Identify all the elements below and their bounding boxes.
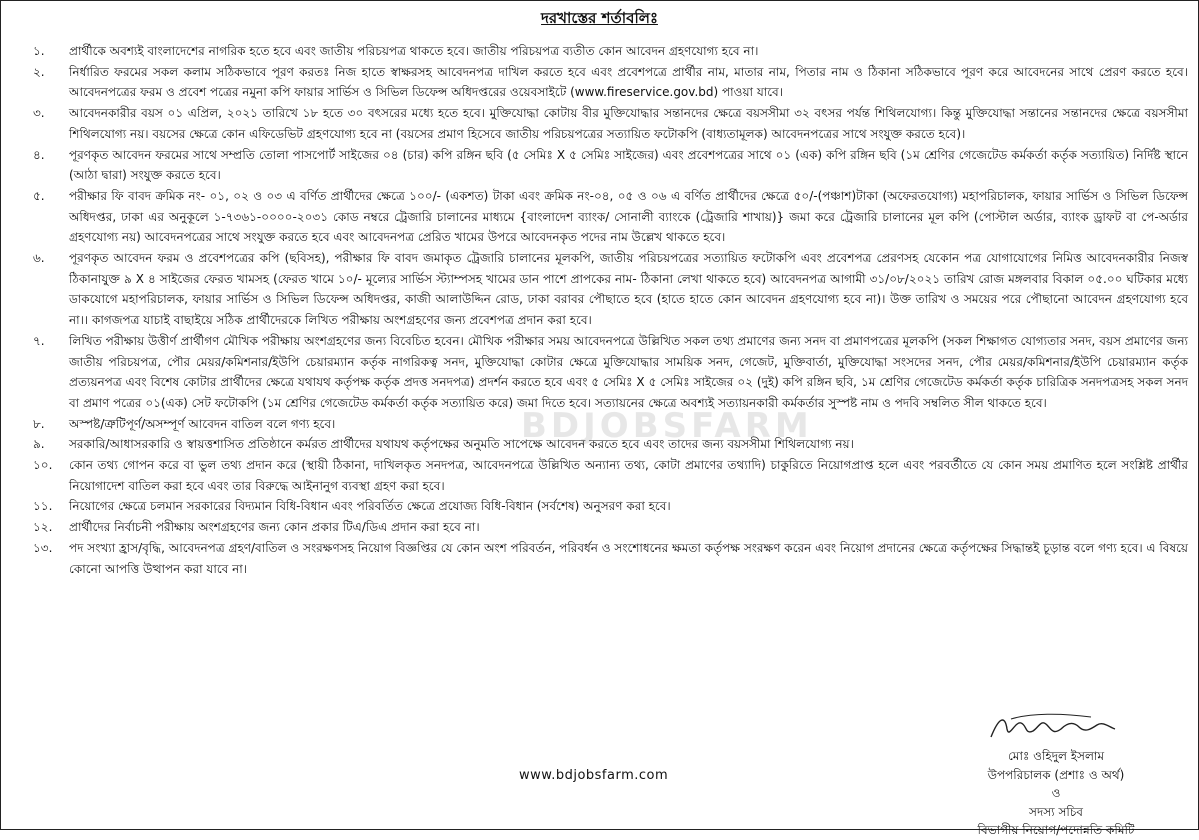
signatory-committee: বিভাগীয় নিয়োগ/পদোন্নতি কমিটি [977, 823, 1135, 837]
watermark: BDJOBSFARM [521, 406, 813, 446]
condition-text: কোন তথ্য গোপন করে বা ভুল তথ্য প্রদান করে (স্থায়ী ঠিকানা, দাখিলকৃত সনদপত্র, আবেদনপত্রে উল্লিখিত অন্যান্য তথ্য, কোটা প্রমাণের তথ্যাদি) চাকুরিতে নিয়োগপ্রাপ্ত হলে এবং পরবর্তীতে যে কোন সময় প্রমাণিত হলে সংশ্লিষ্ট প্রার্থীর নিয়োগাদেশ বাতিল করা হবে এবং তার বিরুদ্ধে আইনানুগ ব্যবস্থা গ্রহণ করা হবে। [69, 458, 1188, 493]
condition-text: লিখিত পরীক্ষায় উত্তীর্ণ প্রার্থীগণ মৌখিক পরীক্ষায় অংশগ্রহণের জন্য বিবেচিত হবেন। মৌখিক পরীক্ষার সময় আবেদনপত্রে উল্লিখিত সকল তথ্য প্রমাণের জন্য সনদ বা প্রমাণপত্রের মূলকপি (সকল শিক্ষাগত যোগ্যতার সনদ, বয়স প্রমাণের জন্য জাতীয় পরিচয়পত্র, পৌর মেয়র/কমিশনার/ইউপি চেয়ারম্যান কর্তৃক নাগরিকত্ব সনদ, মুক্তিযোদ্ধা কোটার ক্ষেত্রে মুক্তিযোদ্ধার সাময়িক সনদ, গেজেট, মুক্তিবার্তা, মুক্তিযোদ্ধা সংসদের সনদ, পৌর মেয়র/কমিশনার/ইউপি চেয়ারম্যান কর্তৃক প্রত্যয়নপত্র এবং বিশেষ কোটার প্রার্থীদের ক্ষেত্রে যথাযথ কর্তৃপক্ষ কর্তৃক প্রদত্ত সনদপত্র) প্রদর্শন করতে হবে এবং ৫ সেমিঃ X ৫ সেমিঃ সাইজের ০২ (দুই) কপি রঙ্গিন ছবি, ১ম শ্রেণির গেজেটেড কর্মকর্তা কর্তৃক চারিত্রিক সনদপত্রসহ সকল সনদ বা প্রমাণ পত্রের ০১(এক) সেট ফটোকপি (১ম শ্রেণির গেজেটেড কর্মকর্তা কর্তৃক সত্যায়িত করে) জমা দিতে হবে। সত্যায়নের ক্ষেত্রে অবশ্যই সত্যায়নকারী কর্মকর্তার সুস্পষ্ট নাম ও পদবি সম্বলিত সীল থাকতে হবে। [69, 333, 1188, 410]
signatory-conjunction: ও [1051, 786, 1061, 800]
condition-number: ৮. [33, 416, 45, 431]
condition-number: ১১. [33, 499, 53, 514]
condition-text: অস্পষ্ট/ত্রুটিপূর্ণ/অসম্পূর্ণ আবেদন বাতিল বলে গণ্য হবে। [69, 416, 336, 431]
condition-item [15, 103, 1188, 144]
condition-item [15, 62, 1188, 103]
condition-item [15, 145, 1188, 186]
condition-item [15, 434, 1188, 455]
condition-number: ১০. [33, 458, 53, 473]
condition-item [15, 496, 1188, 517]
conditions-list [15, 41, 1188, 579]
condition-text: নির্ধারিত ফরমের সকল কলাম সঠিকভাবে পূরণ করতঃ নিজ হাতে স্বাক্ষরসহ আবেদনপত্র দাখিল করতে হবে এবং প্রবেশপত্রে প্রার্থীর নাম, মাতার নাম, পিতার নাম ও ঠিকানা সঠিকভাবে পূরণ করে আবেদনের সাথে প্রেরণ করতে হবে। আবেদনপত্রের ফরম ও প্রবেশ পত্রের নমুনা কপি ফায়ার সার্ভিস ও সিভিল ডিফেন্স অধিদপ্তরের ওয়েবসাইটে (www.fireservice.gov.bd) পাওয়া যাবে। [69, 64, 1188, 100]
condition-item [15, 248, 1188, 331]
condition-item [15, 41, 1188, 62]
condition-text: পূরণকৃত আবেদন ফরম ও প্রবেশপত্রের কপি (ছবিসহ), পরীক্ষার ফি বাবদ জমাকৃত ট্রেজারি চালানের মূলকপি, জাতীয় পরিচয়পত্রের সত্যায়িত ফটোকপি এবং প্রবেশপত্র প্রেরণসহ যেকোন পত্র যোগাযোগের নিমিত্ত আবেদনকারীর নিজস্ব ঠিকানাযুক্ত ৯ X ৪ সাইজের ফেরত খামসহ (ফেরত খামে ১০/- মূল্যের সার্ভিস স্ট্যাম্পসহ খামের ডান পাশে প্রাপকের নাম- ঠিকানা লেখা থাকতে হবে) আবেদনপত্র আগামী ৩১/০৮/২০২১ তারিখ রোজ মঙ্গলবার বিকাল ০৫.০০ ঘটিকার মধ্যে ডাকযোগে মহাপরিচালক, ফায়ার সার্ভিস ও সিভিল ডিফেন্স অধিদপ্তর, কাজী আলাউদ্দিন রোড, ঢাকা বরাবর পৌছাতে হবে (হাতে হাতে কোন আবেদন গ্রহণযোগ্য হবে না)। উক্ত তারিখ ও সময়ের পরে পৌছানো আবেদন গ্রহণযোগ্য হবে না।। কাগজপত্র যাচাই বাছাইয়ে সঠিক প্রার্থীদেরকে লিখিত পরীক্ষায় অংশগ্রহণের জন্য প্রবেশপত্র প্রদান করা হবে। [69, 251, 1188, 328]
condition-number: ১২. [33, 520, 53, 535]
handwritten-signature-icon [981, 709, 1131, 747]
condition-item [15, 517, 1188, 538]
condition-text: প্রার্থীদের নির্বাচনী পরীক্ষায় অংশগ্রহণের জন্য কোন প্রকার টিএ/ডিএ প্রদান করা হবে না। [69, 520, 480, 535]
condition-text: পরীক্ষার ফি বাবদ ক্রমিক নং- ০১, ০২ ও ০৩ এ বর্ণিত প্রার্থীদের ক্ষেত্রে ১০০/- (একশত) টাকা এবং ক্রমিক নং-০৪, ০৫ ও ০৬ এ বর্ণিত প্রার্থীদের ক্ষেত্রে ৫০/-(পঞ্চাশ)টাকা (অফেরতযোগ্য) মহাপরিচালক, ফায়ার সার্ভিস ও সিভিল ডিফেন্স অধিদপ্তর, ঢাকা এর অনুকূলে ১-৭৩৬১-০০০০-২০৩১ কোড নম্বরে ট্রেজারি চালানের মাধ্যমে {বাংলাদেশ ব্যাংক/ সোনালী ব্যাংকে (ট্রেজারি শাখায়)} জমা করে ট্রেজারি চালানের মূল কপি (পোস্টাল অর্ডার, ব্যাংক ড্রাফট বা পে-অর্ডার গ্রহণযোগ্য নয়) আবেদনপত্রের সাথে সংযুক্ত করতে হবে এবং আবেদনপত্র প্রেরিত খামের উপরে আবেদনকৃত পদের নাম উল্লেখ থাকতে হবে। [69, 188, 1188, 245]
condition-number: ৪. [33, 147, 45, 162]
condition-text: সরকারি/আধাসরকারি ও স্বায়ত্তশাসিত প্রতিষ্ঠানে কর্মরত প্রার্থীদের যথাযথ কর্তৃপক্ষের অনুমতি সাপেক্ষে আবেদন করতে হবে এবং তাদের জন্য বয়সসীমা শিথিলযোগ্য নয়। [69, 437, 854, 452]
condition-item [15, 538, 1188, 579]
signatory-name: মোঃ ওহিদুল ইসলাম [1007, 749, 1105, 763]
condition-number: ৬. [33, 251, 45, 266]
page-title: দরখাস্তের শর্তাবলিঃ [541, 9, 658, 27]
condition-number: ১৩. [33, 540, 53, 555]
condition-text: পদ সংখ্যা হ্রাস/বৃদ্ধি, আবেদনপত্র গ্রহণ/বাতিল ও সংরক্ষণসহ নিয়োগ বিজ্ঞপ্তির যে কোন অংশ পরিবর্তন, পরিবর্ধন ও সংশোধনের ক্ষমতা কর্তৃপক্ষ সংরক্ষণ করেন এবং নিয়োগ প্রদানের ক্ষেত্রে কর্তৃপক্ষের সিদ্ধান্তই চূড়ান্ত বলে গণ্য হবে। এ বিষয়ে কোনো আপত্তি উত্থাপন করা যাবে না। [69, 540, 1188, 576]
condition-number: ৩. [33, 106, 45, 121]
condition-number: ২. [33, 64, 45, 79]
condition-number: ৫. [33, 188, 45, 203]
condition-text: প্রার্থীকে অবশ্যই বাংলাদেশের নাগরিক হতে হবে এবং জাতীয় পরিচয়পত্র থাকতে হবে। জাতীয় পরিচয়পত্র ব্যতীত কোন আবেদন গ্রহণযোগ্য হবে না। [69, 44, 759, 58]
signatory-role: সদস্য সচিব [1029, 804, 1083, 819]
website-footer: www.bdjobsfarm.com [519, 768, 669, 783]
condition-text: পূরণকৃত আবেদন ফরমের সাথে সম্প্রতি তোলা পাসপোর্ট সাইজের ০৪ (চার) কপি রঙ্গিন ছবি (৫ সেমিঃ X ৫ সেমিঃ সাইজের) এবং প্রবেশপত্রের সাথে ০১ (এক) কপি রঙ্গিন ছবি (১ম শ্রেণির গেজেটেড কর্মকর্তা কর্তৃক সত্যায়িত) নির্দিষ্ট স্থানে (আঠা দ্বারা) সংযুক্ত করতে হবে। [69, 147, 1188, 183]
condition-item [15, 186, 1188, 248]
condition-number: ১. [33, 44, 45, 58]
condition-text: আবেদনকারীর বয়স ০১ এপ্রিল, ২০২১ তারিখে ১৮ হতে ৩০ বৎসরের মধ্যে হতে হবে। মুক্তিযোদ্ধা কোটায় বীর মুক্তিযোদ্ধার সন্তানদের ক্ষেত্রে বয়সসীমা ৩২ বৎসর পর্যন্ত শিথিলযোগ্য। কিন্তু মুক্তিযোদ্ধা সন্তানের সন্তানদের ক্ষেত্রে বয়সসীমা শিথিলযোগ্য নয়। বয়সের ক্ষেত্রে কোন এফিডেভিট গ্রহণযোগ্য হবে না (বয়সের প্রমাণ হিসেবে জাতীয় পরিচয়পত্রের সত্যায়িত ফটোকপি (বাধ্যতামূলক) আবেদনপত্রের সাথে সংযুক্ত করতে হবে)। [69, 106, 1188, 141]
signatory-designation: উপপরিচালক (প্রশাঃ ও অর্থ) [987, 767, 1125, 782]
condition-number: ৭. [33, 333, 45, 348]
condition-item [15, 331, 1188, 414]
signature-block [951, 709, 1161, 840]
condition-text: নিয়োগের ক্ষেত্রে চলমান সরকারের বিদ্যমান বিধি-বিধান এবং পরিবর্তিত ক্ষেত্রে প্রযোজ্য বিধি-বিধান (সর্বশেষ) অনুসরণ করা হবে। [69, 499, 671, 514]
condition-item [15, 455, 1188, 496]
condition-number: ৯. [33, 437, 45, 452]
condition-item [15, 414, 1188, 435]
